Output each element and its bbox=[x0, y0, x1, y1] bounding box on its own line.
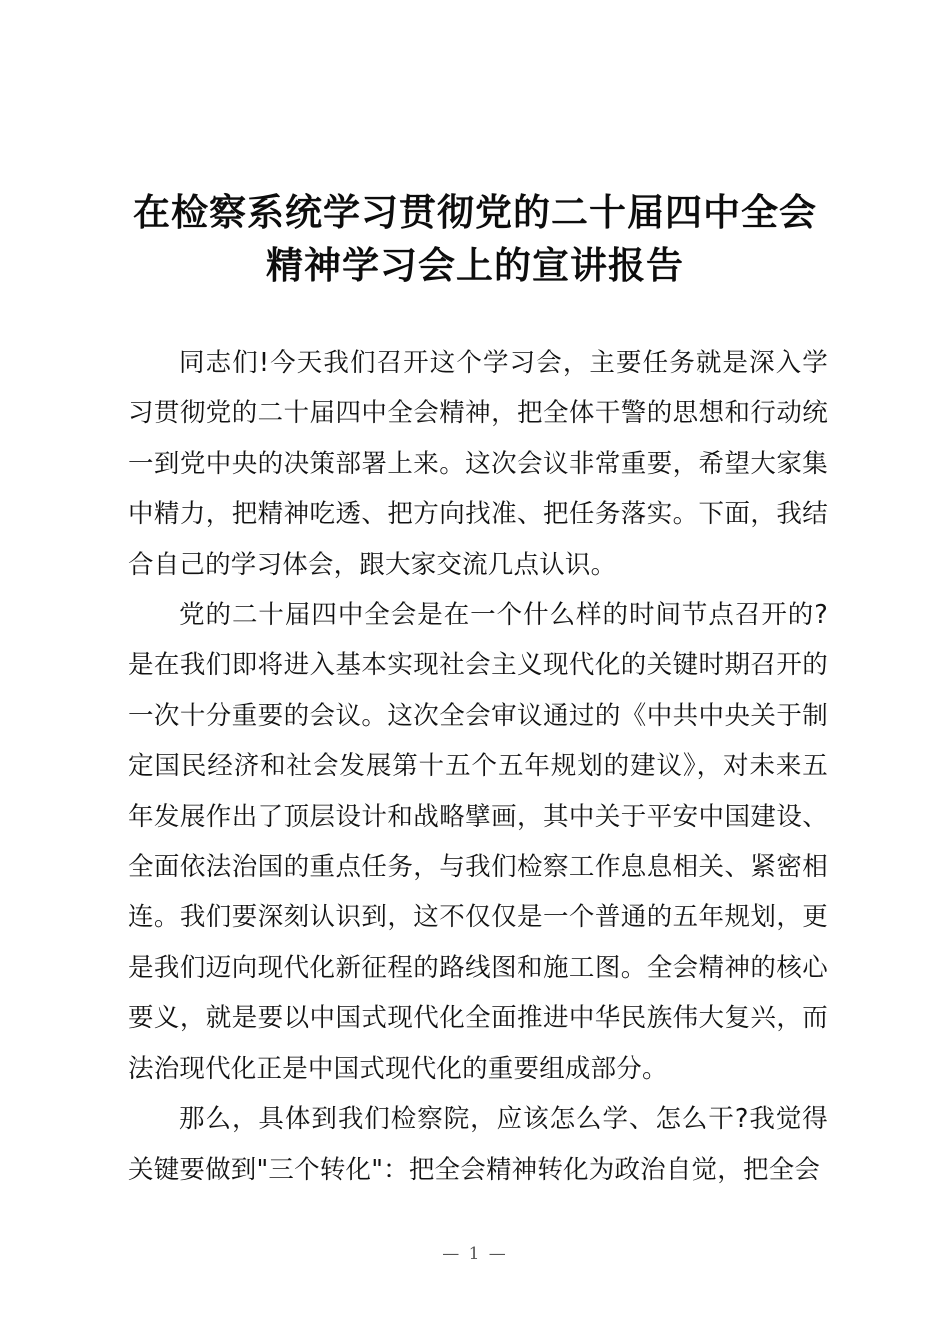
document-body bbox=[128, 338, 828, 1195]
paragraph-3: 那么，具体到我们检察院，应该怎么学、怎么干?我觉得关键要做到"三个转化"：把全会精神转化为政治自觉，把全会 bbox=[128, 1104, 828, 1185]
document-title bbox=[100, 186, 850, 292]
page-number: — 1 — bbox=[442, 1244, 508, 1264]
paragraph-2: 党的二十届四中全会是在一个什么样的时间节点召开的?是在我们即将进入基本实现社会主义现代化的关键时期召开的一次十分重要的会议。这次全会审议通过的《中共中央关于制定国民经济和社会发展第十五个五年规划的建议》，对未来五年发展作出了顶层设计和战略擘画，其中关于平安中国建设、全面依法治国的重点任务，与我们检察工作息息相关、紧密相连。我们要深刻认识到，这不仅仅是一个普通的五年规划，更是我们迈向现代化新征程的路线图和施工图。全会精神的核心要义，就是要以中国式现代化全面推进中华民族伟大复兴，而法治现代化正是中国式现代化的重要组成部分。 bbox=[128, 600, 828, 1084]
paragraph-1: 同志们!今天我们召开这个学习会，主要任务就是深入学习贯彻党的二十届四中全会精神，把全体干警的思想和行动统一到党中央的决策部署上来。这次会议非常重要，希望大家集中精力，把精神吃透、把方向找准、把任务落实。下面，我结合自己的学习体会，跟大家交流几点认识。 bbox=[128, 348, 828, 580]
title-line-1: 在检察系统学习贯彻党的二十届四中全会 bbox=[133, 190, 817, 234]
title-line-2: 精神学习会上的宣讲报告 bbox=[266, 243, 684, 287]
